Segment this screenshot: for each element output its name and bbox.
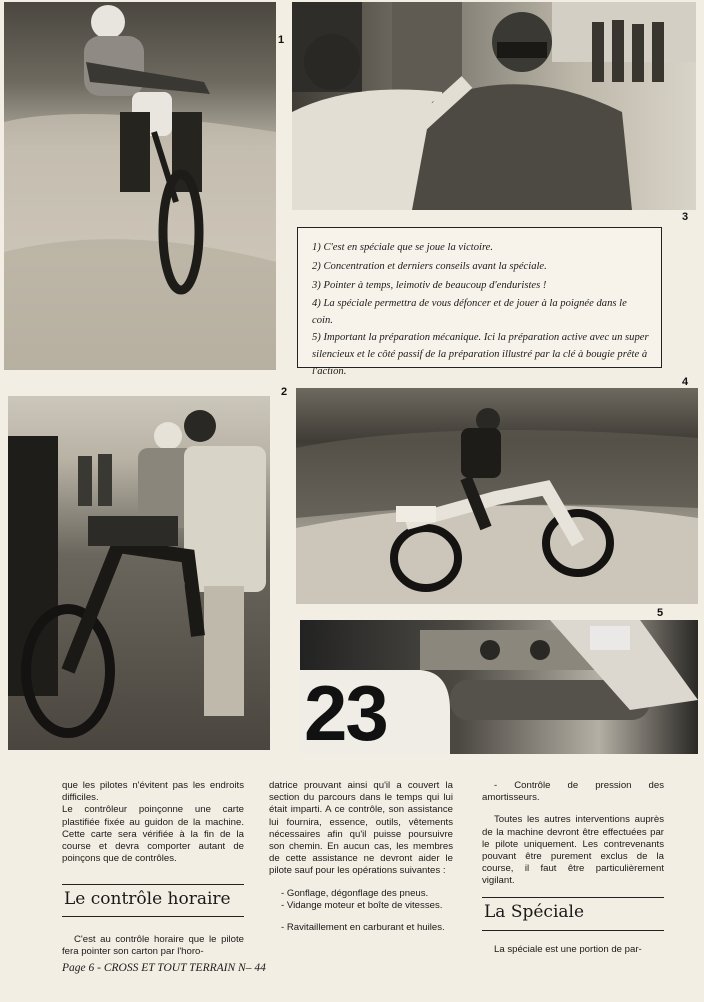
photo-1-number: 1	[278, 34, 285, 46]
column-left	[62, 780, 244, 865]
right-para: Toutes les autres interventions auprès de la machine devront être effectuées par le pilote uniquement. Les contrevenants pouvant être purement exclus de la course, il faut être particulièrement vigilant.	[482, 814, 664, 887]
caption-3: 3) Pointer à temps, leimotiv de beaucoup d'enduristes !	[312, 280, 547, 291]
left-para: Le contrôleur poinçonne une carte plastifiée fixée au guidon de la machine. Cette carte sera vérifiée à la fin de la course et devra comporter autant de poinçons que de contrôles.	[62, 804, 244, 865]
caption-4: 4) La spéciale permettra de vous défoncer et de jouer à la poignée dans le coin.	[312, 298, 627, 326]
column-middle	[269, 780, 453, 934]
caption-5: 5) Important la préparation mécanique. Ici la préparation active avec un super silencieux et le côté passif de la préparation illustré par la clé à bougie prête à l'action.	[312, 332, 649, 377]
photo-3-number: 3	[682, 211, 689, 223]
caption-box	[297, 227, 662, 377]
middle-para: datrice prouvant ainsi qu'il a couvert la section du parcours dans le temps qui lui était imparti. A ce contrôle, son assistance lui fournira, essence, outils, vêtements nécessaires afin qu'il puisse poursuivre son chemin. En aucun cas, les membres de cette assistance ne devront aider le pilote sauf pour les opérations suivantes :	[269, 780, 453, 877]
left-intro: que les pilotes n'évitent pas les endroits difficiles.	[62, 780, 244, 804]
photo-2-number: 2	[281, 386, 288, 398]
middle-item-1: - Gonflage, dégonflage des pneus.	[281, 887, 429, 899]
photo-5-engine	[300, 620, 698, 754]
right-after: La spéciale est une portion de par-	[494, 944, 642, 955]
heading-la-speciale: La Spéciale	[482, 897, 664, 931]
heading-controle-horaire: Le contrôle horaire	[62, 884, 244, 917]
column-right-after	[482, 944, 664, 956]
column-right	[482, 780, 664, 888]
caption-2: 2) Concentration et derniers conseils avant la spéciale.	[312, 261, 547, 272]
left-after: C'est au contrôle horaire que le pilote fera pointer son carton par l'horo-	[62, 934, 244, 958]
photo-5-number: 5	[657, 607, 664, 619]
middle-item-3: - Ravitaillement en carburant et huiles.	[281, 922, 445, 934]
photo-4-number: 4	[682, 376, 689, 388]
photo-2-pit	[8, 396, 270, 750]
middle-item-2: - Vidange moteur et boîte de vitesses.	[281, 899, 443, 911]
caption-1: 1) C'est en spéciale que se joue la victoire.	[312, 242, 494, 253]
page-footer: Page 6 - CROSS ET TOUT TERRAIN N– 44	[62, 962, 266, 974]
photo-3-controller	[292, 2, 696, 210]
photo-1-jump	[4, 2, 276, 370]
column-left-after	[62, 934, 244, 958]
photo-4-slope	[296, 388, 698, 604]
race-number: 23	[304, 669, 387, 754]
right-item: - Contrôle de pression des amortisseurs.	[482, 780, 664, 804]
